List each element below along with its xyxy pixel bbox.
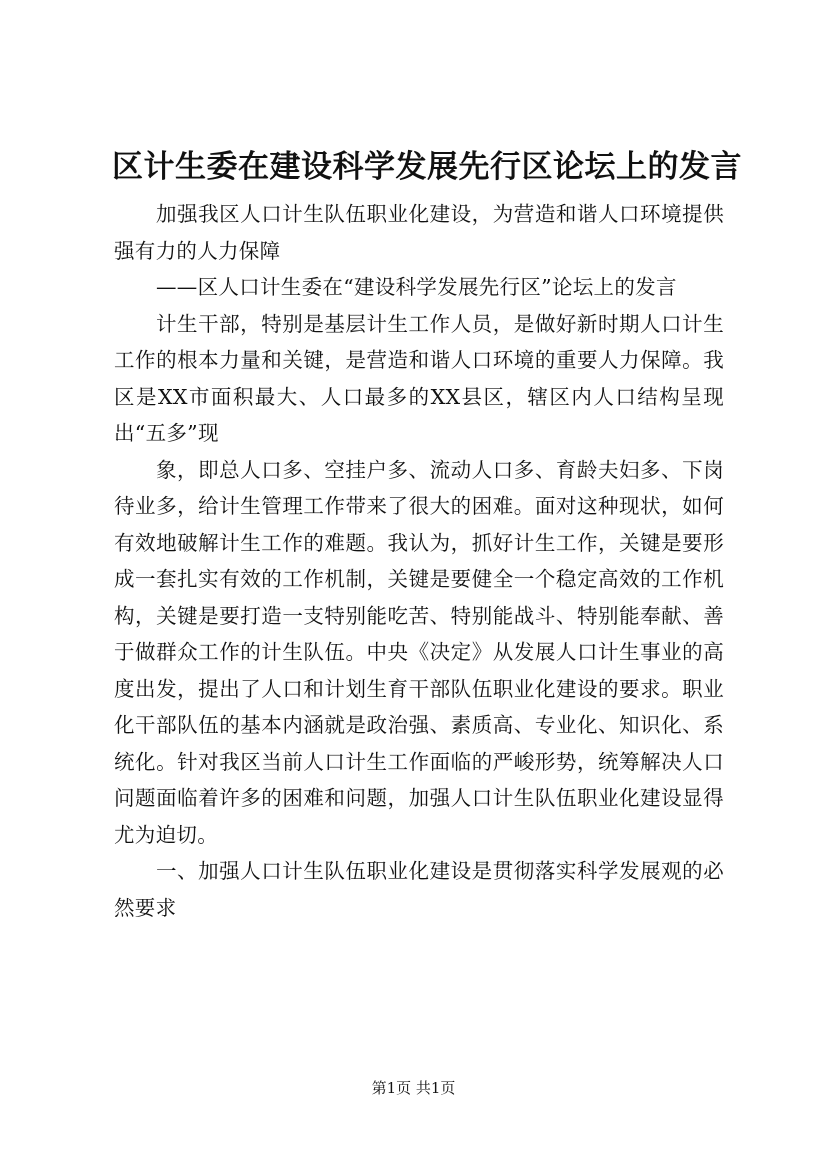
paragraph-intro: 计生干部，特别是基层计生工作人员，是做好新时期人口计生工作的根本力量和关键，是营造和谐人口环境的重要人力保障。我区是XX市面积最大、人口最多的XX县区，辖区内人口结构呈现出“五多”现 [114, 311, 724, 445]
paragraph-subtitle: 加强我区人口计生队伍职业化建设，为营造和谐人口环境提供强有力的人力保障 [114, 202, 724, 263]
page-footer: 第1页 共1页 [371, 1079, 456, 1097]
paragraph-section-heading: 一、加强人口计生队伍职业化建设是贯彻落实科学发展观的必然要求 [114, 859, 724, 920]
document-body [114, 196, 724, 926]
paragraph-main: 象，即总人口多、空挂户多、流动人口多、育龄夫妇多、下岗待业多，给计生管理工作带来了很大的困难。面对这种现状，如何有效地破解计生工作的难题。我认为，抓好计生工作，关键是要形成一套扎实有效的工作机制，关键是要健全一个稳定高效的工作机构，关键是要打造一支特别能吃苦、特别能战斗、特别能奉献、善于做群众工作的计生队伍。中央《决定》从发展人口计生事业的高度出发，提出了人口和计划生育干部队伍职业化建设的要求。职业化干部队伍的基本内涵就是政治强、素质高、专业化、知识化、系统化。针对我区当前人口计生工作面临的严峻形势，统筹解决人口问题面临着许多的困难和问题，加强人口计生队伍职业化建设显得尤为迫切。 [114, 457, 724, 847]
paragraph-byline: ——区人口计生委在“建设科学发展先行区”论坛上的发言 [156, 275, 677, 299]
document-title: 区计生委在建设科学发展先行区论坛上的发言 [112, 149, 742, 185]
